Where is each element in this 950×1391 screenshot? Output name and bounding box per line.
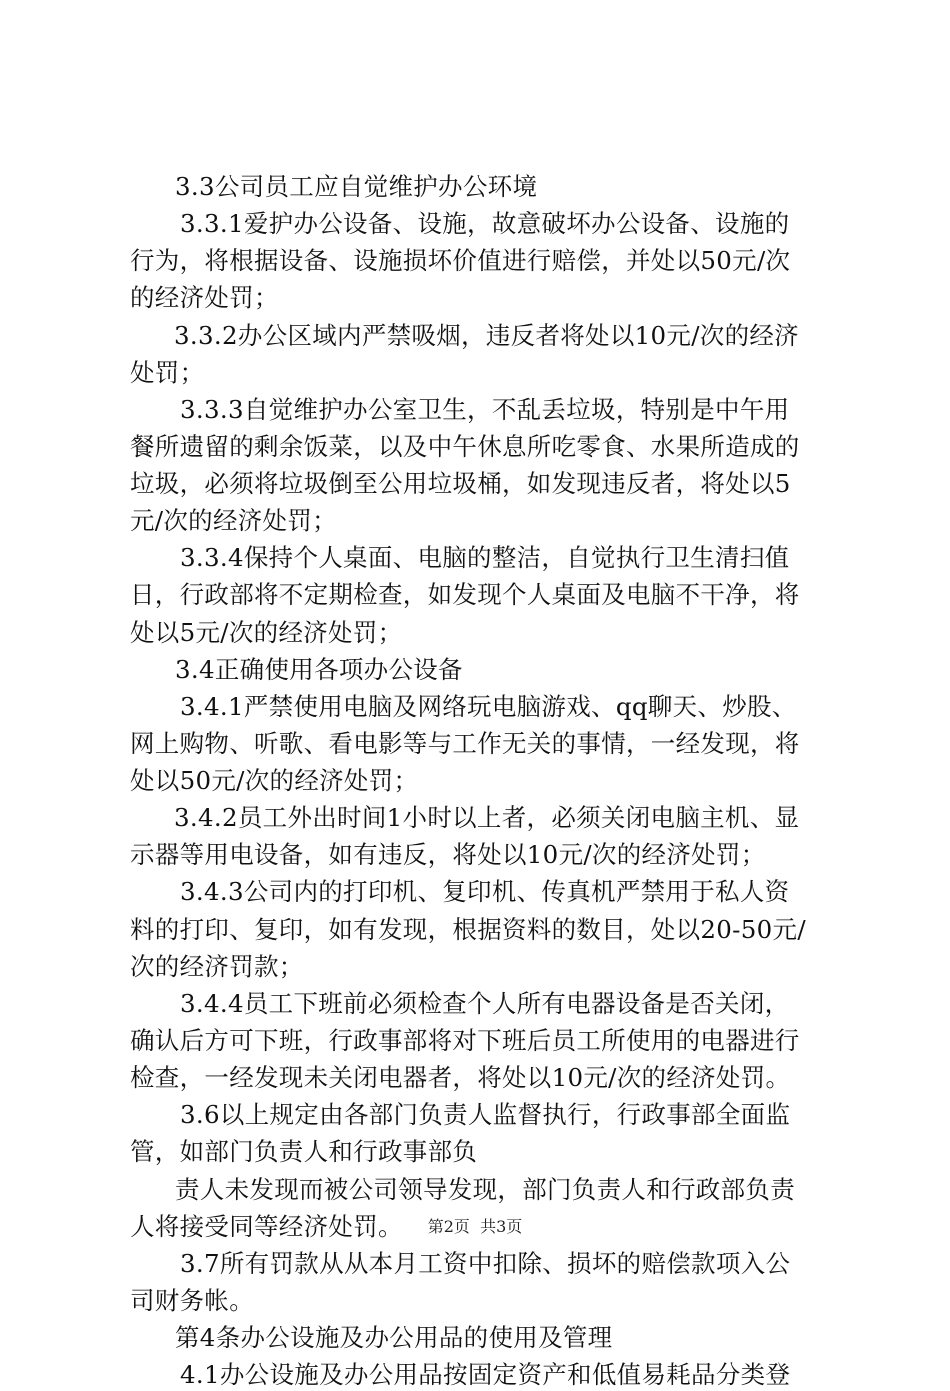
text-line: 处以5元/次的经济处罚；	[130, 618, 403, 647]
text-line: 处以50元/次的经济处罚；	[130, 766, 419, 795]
text-line: 3.3.4保持个人桌面、电脑的整洁，自觉执行卫生清扫值	[180, 543, 790, 572]
text-line: 次的经济罚款；	[130, 952, 304, 981]
text-line: 确认后方可下班，行政事部将对下班后员工所使用的电器进行	[130, 1026, 800, 1055]
text-line: 3.7所有罚款从从本月工资中扣除、损坏的赔偿款项入公	[180, 1249, 791, 1278]
text-line: 日，行政部将不定期检查，如发现个人桌面及电脑不干净，将	[130, 580, 800, 609]
text-line: 检查，一经发现未关闭电器者，将处以10元/次的经济处罚。	[130, 1063, 791, 1092]
text-line: 3.3.2办公区域内严禁吸烟，违反者将处以10元/次的经济	[174, 321, 799, 350]
text-line: 垃圾，必须将垃圾倒至公用垃圾桶，如发现违反者，将处以5	[130, 469, 791, 498]
text-line: 3.3.3自觉维护办公室卫生，不乱丢垃圾，特别是中午用	[180, 395, 790, 424]
text-line: 3.4.1严禁使用电脑及网络玩电脑游戏、qq聊天、炒股、	[180, 692, 797, 721]
text-line: 的经济处罚；	[130, 283, 279, 312]
text-line: 网上购物、听歌、看电影等与工作无关的事情，一经发现，将	[130, 729, 800, 758]
text-line: 行为，将根据设备、设施损坏价值进行赔偿，并处以50元/次	[130, 246, 791, 275]
text-line: 责人未发现而被公司领导发现，部门负责人和行政部负责	[175, 1175, 795, 1204]
section-heading: 第4条办公设施及办公用品的使用及管理	[175, 1323, 613, 1352]
text-line: 3.4.2员工外出时间1小时以上者，必须关闭电脑主机、显	[174, 803, 800, 832]
text-line: 示器等用电设备，如有违反，将处以10元/次的经济处罚；	[130, 840, 766, 869]
text-line: 3.6以上规定由各部门负责人监督执行，行政事部全面监	[180, 1100, 791, 1129]
page-number-footer: 第2页 共3页	[427, 1217, 523, 1236]
text-line: 司财务帐。	[130, 1286, 254, 1315]
text-line: 3.3.1爱护办公设备、设施，故意破坏办公设备、设施的	[180, 209, 790, 238]
text-line: 管，如部门负责人和行政事部负	[130, 1137, 478, 1166]
text-line: 3.3公司员工应自觉维护办公环境	[175, 172, 538, 201]
text-line: 3.4正确使用各项办公设备	[175, 655, 463, 684]
text-line: 元/次的经济处罚；	[130, 506, 337, 535]
text-line: 人将接受同等经济处罚。	[130, 1212, 403, 1241]
text-line: 3.4.3公司内的打印机、复印机、传真机严禁用于私人资	[180, 877, 790, 906]
text-line: 4.1办公设施及办公用品按固定资产和低值易耗品分类登	[180, 1360, 791, 1389]
text-line: 3.4.4员工下班前必须检查个人所有电器设备是否关闭，	[180, 989, 790, 1018]
text-line: 料的打印、复印，如有发现，根据资料的数目，处以20-50元/	[130, 915, 806, 944]
text-line: 处罚；	[130, 358, 205, 387]
text-line: 餐所遗留的剩余饭菜，以及中午休息所吃零食、水果所造成的	[130, 432, 800, 461]
